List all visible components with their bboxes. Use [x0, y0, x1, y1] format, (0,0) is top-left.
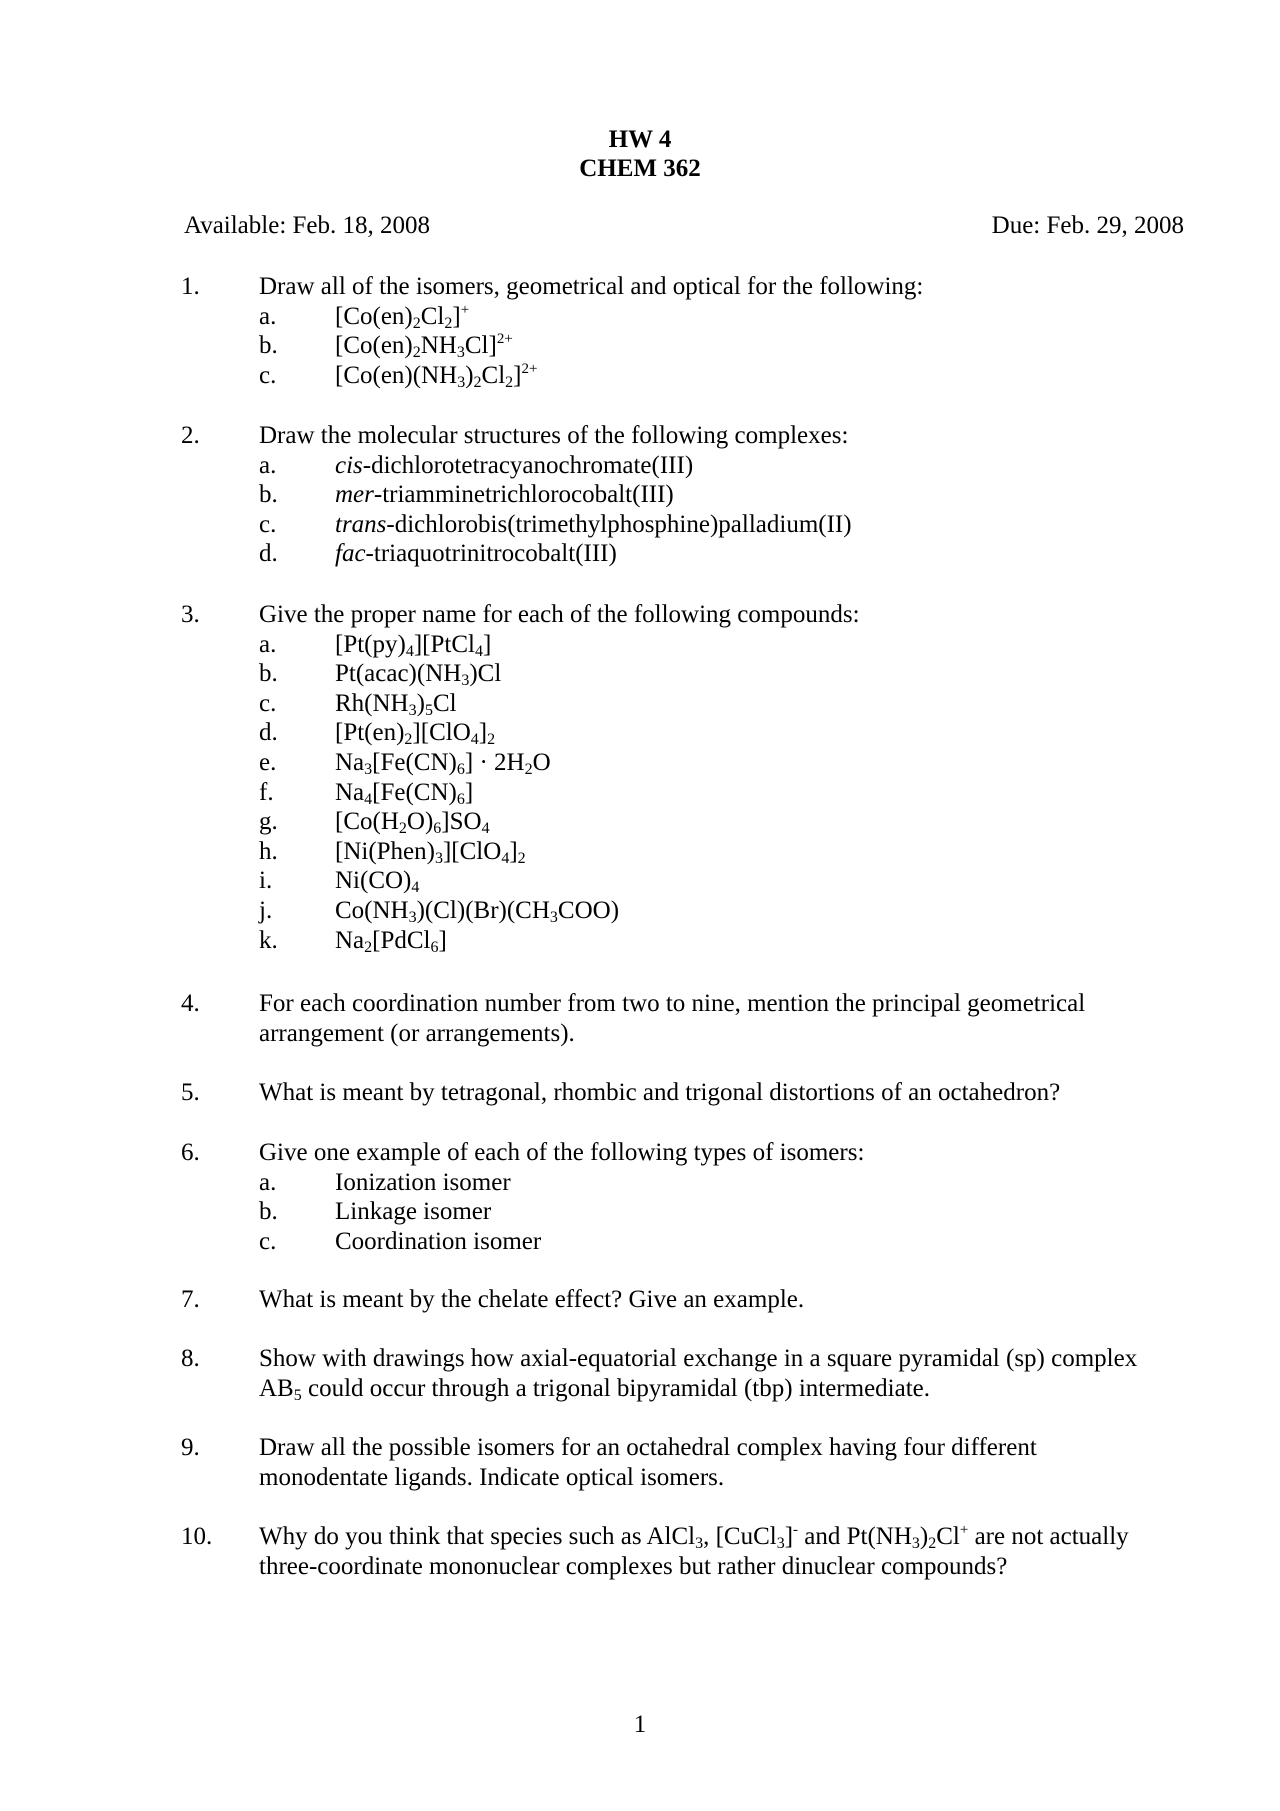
item-label: e. — [259, 749, 277, 776]
question-number: 5. — [181, 1079, 200, 1106]
question-text: What is meant by the chelate effect? Give an example. — [259, 1286, 805, 1313]
item-text: Na3[Fe(CN)6] · 2H2O — [335, 749, 551, 778]
question-number: 4. — [181, 990, 200, 1017]
item-text: [Pt(py)4][PtCl4] — [335, 630, 492, 660]
question-number: 6. — [181, 1139, 200, 1166]
item-text: $[Co(en)2NH3Cl]^{2+}$ — [335, 331, 513, 362]
item-label: b. — [259, 660, 278, 688]
item-text: [Ni(Phen)3][ClO4]2 — [335, 837, 526, 867]
item-text: mer-triamminetrichlorocobalt(III) — [335, 481, 674, 509]
item-label: a. — [259, 630, 277, 658]
item-text: Co(NH3)(Cl)(Br)(CH3COO) — [335, 897, 620, 926]
item-text: cis-dichlorotetracyanochromate(III) — [335, 451, 694, 479]
question-text: arrangement (or arrangements). — [259, 1019, 575, 1047]
item-text: Na2[PdCl6] — [335, 926, 447, 956]
item-label: d. — [259, 719, 278, 747]
available-date: Available: Feb. 18, 2008 — [184, 212, 431, 239]
item-text: Ni(CO)4 — [335, 867, 420, 897]
question-text: For each coordination number from two to nine, mention the principal geometrical — [259, 990, 1086, 1017]
item-text: Ionization isomer — [335, 1168, 511, 1196]
item-text: Coordination isomer — [335, 1227, 542, 1255]
question-text: Show with drawings how axial-equatorial exchange in a square pyramidal (sp) complex — [259, 1345, 1138, 1372]
item-label: c. — [259, 689, 277, 717]
page-number: 1 — [633, 1711, 647, 1738]
item-label: a. — [259, 451, 277, 479]
question-text: Draw all of the isomers, geometrical and optical for the following: — [259, 273, 924, 300]
item-label: b. — [259, 481, 278, 509]
item-text: $[Co(en)(NH3)2Cl2]^{2+}$ — [335, 360, 538, 391]
item-text: [Co(en)2Cl2]+ — [335, 301, 470, 332]
item-label: f. — [259, 778, 274, 806]
question-text: monodentate ligands. Indicate optical isomers. — [259, 1463, 725, 1491]
question-number: 10. — [181, 1523, 213, 1550]
item-label: h. — [259, 837, 278, 865]
item-label: c. — [259, 361, 277, 389]
due-date: Due: Feb. 29, 2008 — [991, 212, 1184, 239]
item-text: Na4[Fe(CN)6] — [335, 778, 474, 808]
item-text: Rh(NH3)5Cl — [335, 689, 457, 719]
item-text: Linkage isomer — [335, 1198, 492, 1226]
question-text: AB5 could occur through a trigonal bipyramidal (tbp) intermediate. — [259, 1374, 931, 1404]
item-label: g. — [259, 808, 278, 836]
question-text: Draw the molecular structures of the following complexes: — [259, 422, 849, 449]
question-number: 2. — [181, 422, 200, 449]
item-text: fac-triaquotrinitrocobalt(III) — [335, 540, 617, 568]
question-number: 8. — [181, 1345, 200, 1372]
question-number: 9. — [181, 1434, 200, 1461]
question-text: three-coordinate mononuclear complexes but rather dinuclear compounds? — [259, 1552, 1008, 1580]
item-label: a. — [259, 302, 277, 330]
item-label: i. — [259, 867, 273, 895]
item-text: [Pt(en)2][ClO4]2 — [335, 719, 496, 749]
item-label: c. — [259, 510, 277, 538]
item-label: c. — [259, 1227, 277, 1255]
page-title: HW 4 — [608, 126, 672, 153]
course-title: CHEM 362 — [579, 155, 701, 182]
question-text: Why do you think that species such as AlCl3, [CuCl3]- and Pt(NH3)2Cl+ are not actually — [259, 1522, 1129, 1552]
question-text: Give one example of each of the following types of isomers: — [259, 1139, 865, 1166]
question-text: What is meant by tetragonal, rhombic and trigonal distortions of an octahedron? — [259, 1079, 1061, 1106]
item-text: [Co(H2O)6]SO4 — [335, 808, 490, 838]
question-text: Draw all the possible isomers for an octahedral complex having four different — [259, 1434, 1037, 1461]
item-label: b. — [259, 332, 278, 360]
item-label: k. — [259, 926, 278, 954]
item-text: trans-dichlorobis(trimethylphosphine)palladium(II) — [335, 510, 852, 538]
item-label: j. — [259, 897, 273, 924]
question-number: 3. — [181, 601, 200, 628]
question-number: 7. — [181, 1286, 200, 1313]
item-text: Pt(acac)(NH3)Cl — [335, 660, 502, 690]
question-text: Give the proper name for each of the following compounds: — [259, 601, 860, 628]
question-number: 1. — [181, 273, 200, 300]
item-label: d. — [259, 540, 278, 568]
item-label: b. — [259, 1198, 278, 1226]
item-label: a. — [259, 1168, 277, 1196]
